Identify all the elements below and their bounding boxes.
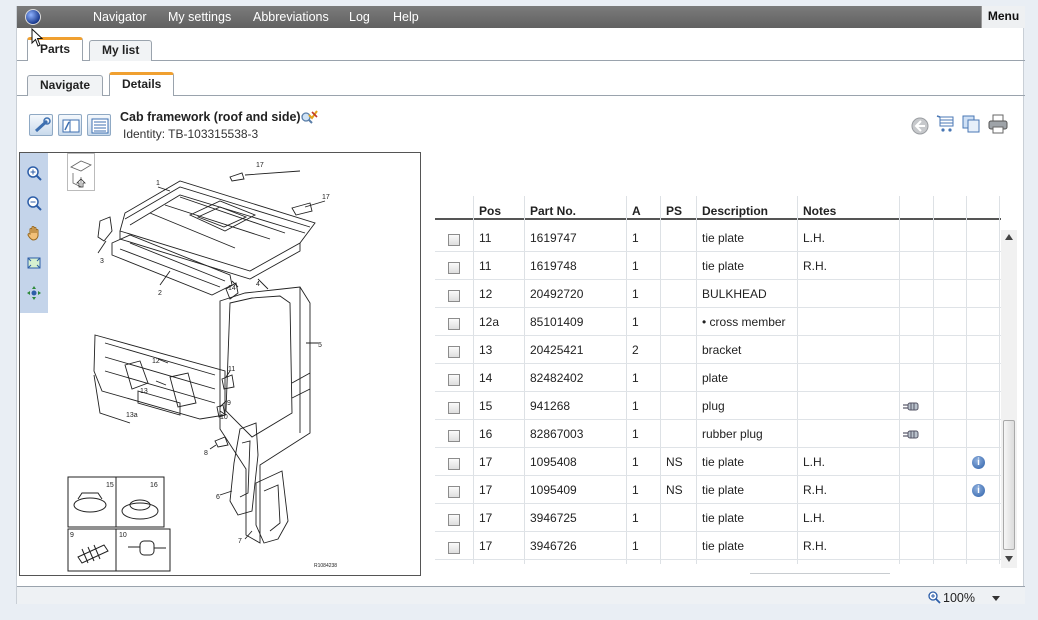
cell-part-no: 82482402 xyxy=(530,371,584,385)
cell-a: 1 xyxy=(632,539,639,553)
plug-icon[interactable] xyxy=(903,430,919,439)
col-part-no[interactable]: Part No. xyxy=(530,204,577,218)
cell-pos: 17 xyxy=(479,483,493,497)
cell-notes: R.H. xyxy=(803,539,827,553)
cell-a: 1 xyxy=(632,455,639,469)
mouse-cursor-icon xyxy=(31,28,43,48)
scroll-down-icon[interactable] xyxy=(1005,556,1013,562)
cell-pos: 12 xyxy=(479,287,493,301)
diagram-label: 11 xyxy=(228,366,236,373)
cell-notes: R.H. xyxy=(803,259,827,273)
cell-part-no: 20492720 xyxy=(530,287,584,301)
cart-icon[interactable] xyxy=(936,114,956,134)
row-checkbox[interactable] xyxy=(448,542,460,554)
globe-icon[interactable] xyxy=(25,9,41,25)
list-icon xyxy=(89,116,111,136)
table-row[interactable] xyxy=(435,280,1001,308)
diagram-label: 15 xyxy=(106,482,114,489)
diagram-label: 17 xyxy=(256,162,264,169)
wrench-icon xyxy=(31,116,53,136)
cell-part-no: 1095408 xyxy=(530,455,577,469)
cell-pos: 13 xyxy=(479,343,493,357)
cell-description: tie plate xyxy=(702,455,745,469)
table-header xyxy=(435,196,1001,220)
menu-help[interactable]: Help xyxy=(393,10,419,24)
top-tab-bar xyxy=(17,37,1025,61)
col-notes[interactable]: Notes xyxy=(803,204,837,218)
cell-part-no: 1619747 xyxy=(530,231,577,245)
cell-description: tie plate xyxy=(702,511,745,525)
row-checkbox[interactable] xyxy=(448,514,460,526)
cell-description: bracket xyxy=(702,343,742,357)
cab-exploded-drawing xyxy=(20,153,420,575)
cell-a: 2 xyxy=(632,343,639,357)
tools-view-button[interactable] xyxy=(29,114,53,136)
diagram-label: 10 xyxy=(119,532,127,539)
page-title: Cab framework (roof and side) xyxy=(120,110,301,124)
cell-part-no: 941268 xyxy=(530,399,571,413)
table-row[interactable] xyxy=(435,420,1001,448)
cell-pos: 15 xyxy=(479,399,493,413)
diagram-label: 17 xyxy=(322,194,330,201)
tab-navigate[interactable]: Navigate xyxy=(27,75,103,96)
zoom-level-icon xyxy=(928,591,941,604)
row-checkbox[interactable] xyxy=(448,234,460,246)
row-checkbox[interactable] xyxy=(448,430,460,442)
cell-a: 1 xyxy=(632,427,639,441)
col-description[interactable]: Description xyxy=(702,204,769,218)
scroll-thumb[interactable] xyxy=(1003,420,1015,550)
row-checkbox[interactable] xyxy=(448,318,460,330)
cell-description: • cross member xyxy=(702,315,786,329)
cell-part-no: 85101409 xyxy=(530,315,584,329)
plug-icon[interactable] xyxy=(903,402,919,411)
diagram-label: 9 xyxy=(227,400,231,407)
row-checkbox[interactable] xyxy=(448,458,460,470)
cell-part-no: 3946726 xyxy=(530,539,577,553)
chevron-down-icon[interactable] xyxy=(992,596,1000,601)
exploded-view-panel[interactable] xyxy=(19,152,421,576)
diagram-label: 4 xyxy=(256,281,260,288)
row-checkbox[interactable] xyxy=(448,486,460,498)
diagram-label: 8 xyxy=(204,450,208,457)
table-row[interactable] xyxy=(435,252,1001,280)
status-bar xyxy=(17,586,1025,604)
back-icon[interactable] xyxy=(910,116,930,136)
col-a[interactable]: A xyxy=(632,204,641,218)
diagram-label: 14 xyxy=(228,285,236,292)
cell-description: rubber plug xyxy=(702,427,763,441)
image-table-view-button[interactable] xyxy=(58,114,82,136)
cell-description: tie plate xyxy=(702,539,745,553)
menu-log[interactable]: Log xyxy=(349,10,370,24)
tab-details[interactable]: Details xyxy=(109,72,174,96)
app-frame xyxy=(16,6,1024,604)
table-scrollbar[interactable] xyxy=(1001,230,1017,568)
cell-description: BULKHEAD xyxy=(702,287,767,301)
cell-a: 1 xyxy=(632,231,639,245)
drawing-reference: R1084238 xyxy=(314,563,338,569)
cell-a: 1 xyxy=(632,315,639,329)
sub-tab-bar xyxy=(17,70,1025,96)
tab-my-list[interactable]: My list xyxy=(89,40,152,61)
row-checkbox[interactable] xyxy=(448,402,460,414)
diagram-label: 6 xyxy=(216,494,220,501)
list-view-button[interactable] xyxy=(87,114,111,136)
cell-pos: 11 xyxy=(479,259,492,273)
cell-notes: L.H. xyxy=(803,511,826,525)
horizontal-scroll-track xyxy=(750,573,890,574)
diagram-label: 16 xyxy=(150,482,158,489)
diagram-label: 1 xyxy=(156,180,160,187)
table-row[interactable] xyxy=(435,308,1001,336)
info-icon[interactable]: i xyxy=(972,484,985,497)
cell-pos: 16 xyxy=(479,427,493,441)
cell-pos: 12a xyxy=(479,315,500,329)
cell-pos: 17 xyxy=(479,539,493,553)
menu-bar xyxy=(17,6,1025,28)
cell-ps: NS xyxy=(666,455,683,469)
cell-part-no: 82867003 xyxy=(530,427,584,441)
col-ps[interactable]: PS xyxy=(666,204,683,218)
split-view-icon xyxy=(60,116,82,136)
cell-part-no: 20425421 xyxy=(530,343,584,357)
copy-icon[interactable] xyxy=(961,114,981,134)
info-icon[interactable]: i xyxy=(972,456,985,469)
print-icon[interactable] xyxy=(988,114,1008,134)
cell-part-no: 3946725 xyxy=(530,511,577,525)
cell-pos: 11 xyxy=(479,231,492,245)
col-pos[interactable]: Pos xyxy=(479,204,502,218)
menu-button[interactable]: Menu xyxy=(981,6,1025,28)
cell-description: plug xyxy=(702,399,725,413)
search-check-icon[interactable] xyxy=(300,109,318,125)
table-row[interactable] xyxy=(435,392,1001,420)
cell-notes: R.H. xyxy=(803,483,827,497)
scroll-up-icon[interactable] xyxy=(1005,234,1013,240)
table-row[interactable] xyxy=(435,532,1001,560)
table-row[interactable] xyxy=(435,336,1001,364)
cell-a: 1 xyxy=(632,287,639,301)
row-checkbox[interactable] xyxy=(448,290,460,302)
identity-label: Identity: TB-103315538-3 xyxy=(123,127,259,141)
diagram-label: 13a xyxy=(126,412,138,419)
cell-pos: 17 xyxy=(479,455,493,469)
menu-navigator[interactable]: Navigator xyxy=(93,10,147,24)
diagram-label: 9 xyxy=(70,532,74,539)
table-row[interactable] xyxy=(435,476,1001,504)
diagram-label: 2 xyxy=(158,290,162,297)
cell-part-no: 1619748 xyxy=(530,259,577,273)
table-row[interactable] xyxy=(435,504,1001,532)
zoom-level[interactable]: 100% xyxy=(943,591,975,605)
diagram-label: 12 xyxy=(152,358,160,365)
cell-a: 1 xyxy=(632,371,639,385)
diagram-label: 13 xyxy=(140,388,148,395)
cell-ps: NS xyxy=(666,483,683,497)
table-row[interactable] xyxy=(435,224,1001,252)
diagram-label: 5 xyxy=(318,342,322,349)
cell-a: 1 xyxy=(632,483,639,497)
cell-notes: L.H. xyxy=(803,455,826,469)
cell-part-no: 1095409 xyxy=(530,483,577,497)
row-checkbox[interactable] xyxy=(448,346,460,358)
cell-notes: L.H. xyxy=(803,231,826,245)
cell-description: tie plate xyxy=(702,483,745,497)
row-checkbox[interactable] xyxy=(448,262,460,274)
row-checkbox[interactable] xyxy=(448,374,460,386)
diagram-label: 3 xyxy=(100,258,104,265)
table-row[interactable] xyxy=(435,364,1001,392)
cell-description: tie plate xyxy=(702,259,745,273)
menu-abbreviations[interactable]: Abbreviations xyxy=(253,10,329,24)
cell-a: 1 xyxy=(632,399,639,413)
cell-pos: 17 xyxy=(479,511,493,525)
cell-pos: 14 xyxy=(479,371,493,385)
menu-my-settings[interactable]: My settings xyxy=(168,10,232,24)
cell-description: plate xyxy=(702,371,729,385)
cell-a: 1 xyxy=(632,259,639,273)
diagram-label: 10 xyxy=(220,414,228,421)
cell-a: 1 xyxy=(632,511,639,525)
tab-parts[interactable]: Parts xyxy=(27,37,83,61)
parts-table xyxy=(435,196,1001,568)
diagram-label: 7 xyxy=(238,538,242,545)
table-row[interactable] xyxy=(435,448,1001,476)
cell-description: tie plate xyxy=(702,231,745,245)
